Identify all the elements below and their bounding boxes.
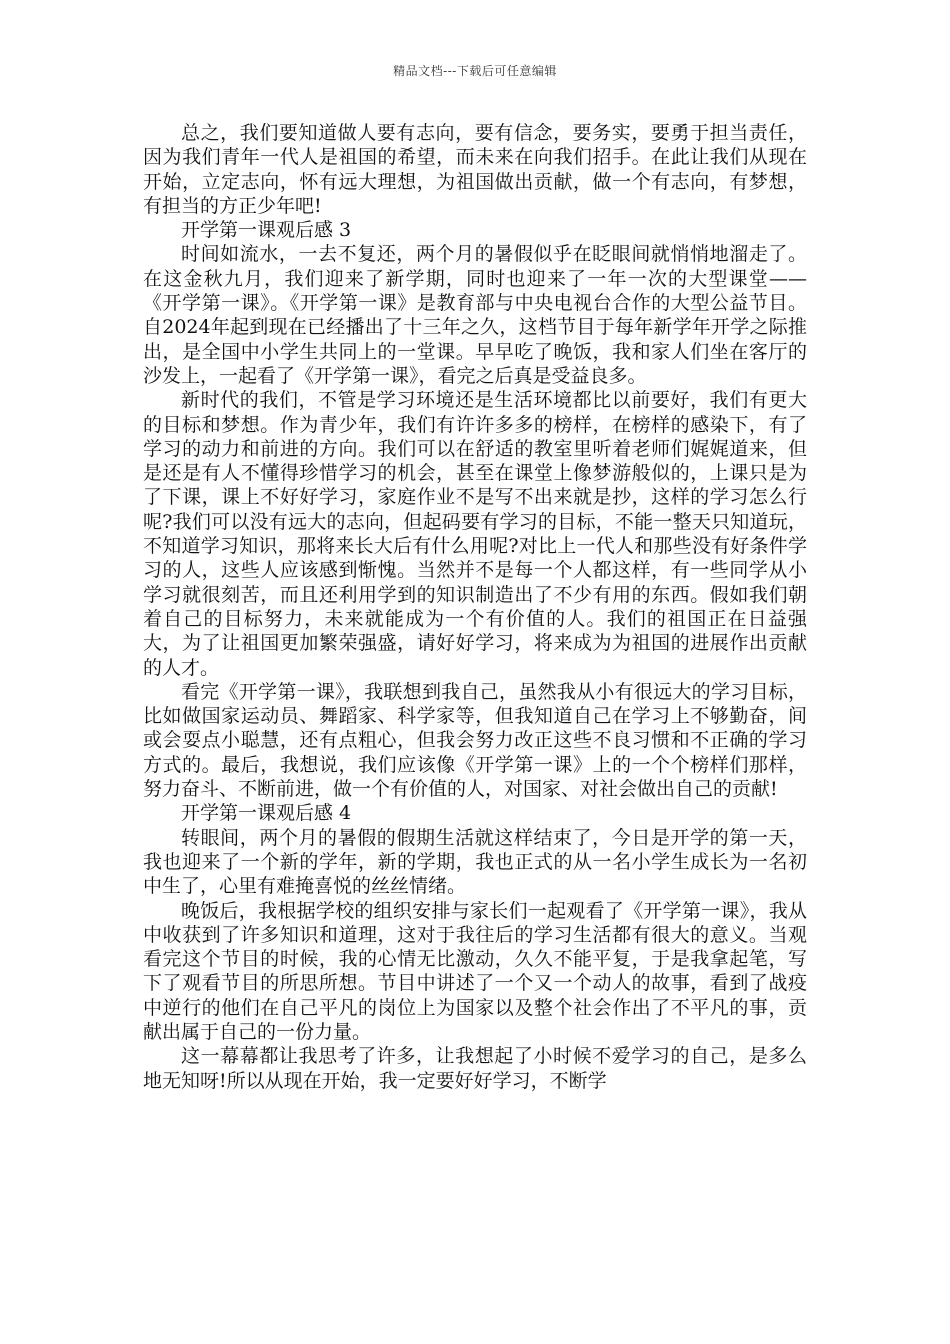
- paragraph: 转眼间，两个月的暑假的假期生活就这样结束了，今日是开学的第一天，我也迎来了一个新的学年，新的学期，我也正式的从一名小学生成长为一名初中生了，心里有难掩喜悦的丝丝情绪。: [143, 826, 807, 898]
- page-header: 精品文档---下载后可任意编辑: [393, 64, 557, 78]
- paragraph: 看完《开学第一课》，我联想到我自己，虽然我从小有很远大的学习目标，比如做国家运动员、舞蹈家、科学家等，但我知道自己在学习上不够勤奋，间或会耍点小聪慧，还有点粗心，但我会努力改正这些不良习惯和不正确的学习方式的。最后，我想说，我们应该像《开学第一课》上的一个个榜样们那样，努力奋斗、不断前进，做一个有价值的人，对国家、对社会做出自己的贡献!: [143, 680, 807, 801]
- document-body: [143, 121, 807, 1093]
- section-heading-4: 开学第一课观后感 4: [181, 802, 352, 825]
- paragraph: 新时代的我们，不管是学习环境还是生活环境都比以前要好，我们有更大的目标和梦想。作为青少年，我们有许许多多的榜样，在榜样的感染下，有了学习的动力和前进的方向。我们可以在舒适的教室里听着老师们娓娓道来，但是还是有人不懂得珍惜学习的机会，甚至在课堂上像梦游般似的，上课只是为了下课，课上不好好学习，家庭作业不是写不出来就是抄，这样的学习怎么行呢?我们可以没有远大的志向，但起码要有学习的目标，不能一整天只知道玩，不知道学习知识，那将来长大后有什么用呢?对比上一代人和那些没有好条件学习的人，这些人应该感到惭愧。当然并不是每一个人都这样，有一些同学从小学习就很刻苦，而且还利用学到的知识制造出了不少有用的东西。假如我们朝着自己的目标努力，未来就能成为一个有价值的人。我们的祖国正在日益强大，为了让祖国更加繁荣强盛，请好好学习，将来成为为祖国的进展作出贡献的人才。: [143, 389, 807, 679]
- section-heading-3: 开学第一课观后感 3: [181, 219, 352, 242]
- paragraph-conclusion: 总之，我们要知道做人要有志向，要有信念，要务实，要勇于担当责任，因为我们青年一代人是祖国的希望，而未来在向我们招手。在此让我们从现在开始，立定志向，怀有远大理想，为祖国做出贡献，做一个有志向，有梦想，有担当的方正少年吧!: [143, 122, 807, 217]
- paragraph: 这一幕幕都让我思考了许多，让我想起了小时候不爱学习的自己，是多么地无知呀!所以从现在开始，我一定要好好学习，不断学: [143, 1045, 807, 1092]
- paragraph: 时间如流水，一去不复还，两个月的暑假似乎在眨眼间就悄悄地溜走了。在这金秋九月，我们迎来了新学期，同时也迎来了一年一次的大型课堂——《开学第一课》。《开学第一课》是教育部与中央电视台合作的大型公益节目。自2024年起到现在已经播出了十三年之久，这档节目于每年新学年开学之际推出，是全国中小学生共同上的一堂课。早早吃了晚饭，我和家人们坐在客厅的沙发上，一起看了《开学第一课》，看完之后真是受益良多。: [143, 243, 807, 387]
- paragraph: 晚饭后，我根据学校的组织安排与家长们一起观看了《开学第一课》，我从中收获到了许多知识和道理，这对于我往后的学习生活都有很大的意义。当观看完这个节目的时候，我的心情无比激动，久久不能平复，于是我拿起笔，写下了观看节目的所思所想。节目中讲述了一个又一个动人的故事，看到了战疫中逆行的他们在自己平凡的岗位上为国家以及整个社会作出了不平凡的事，贡献出属于自己的一份力量。: [143, 899, 807, 1043]
